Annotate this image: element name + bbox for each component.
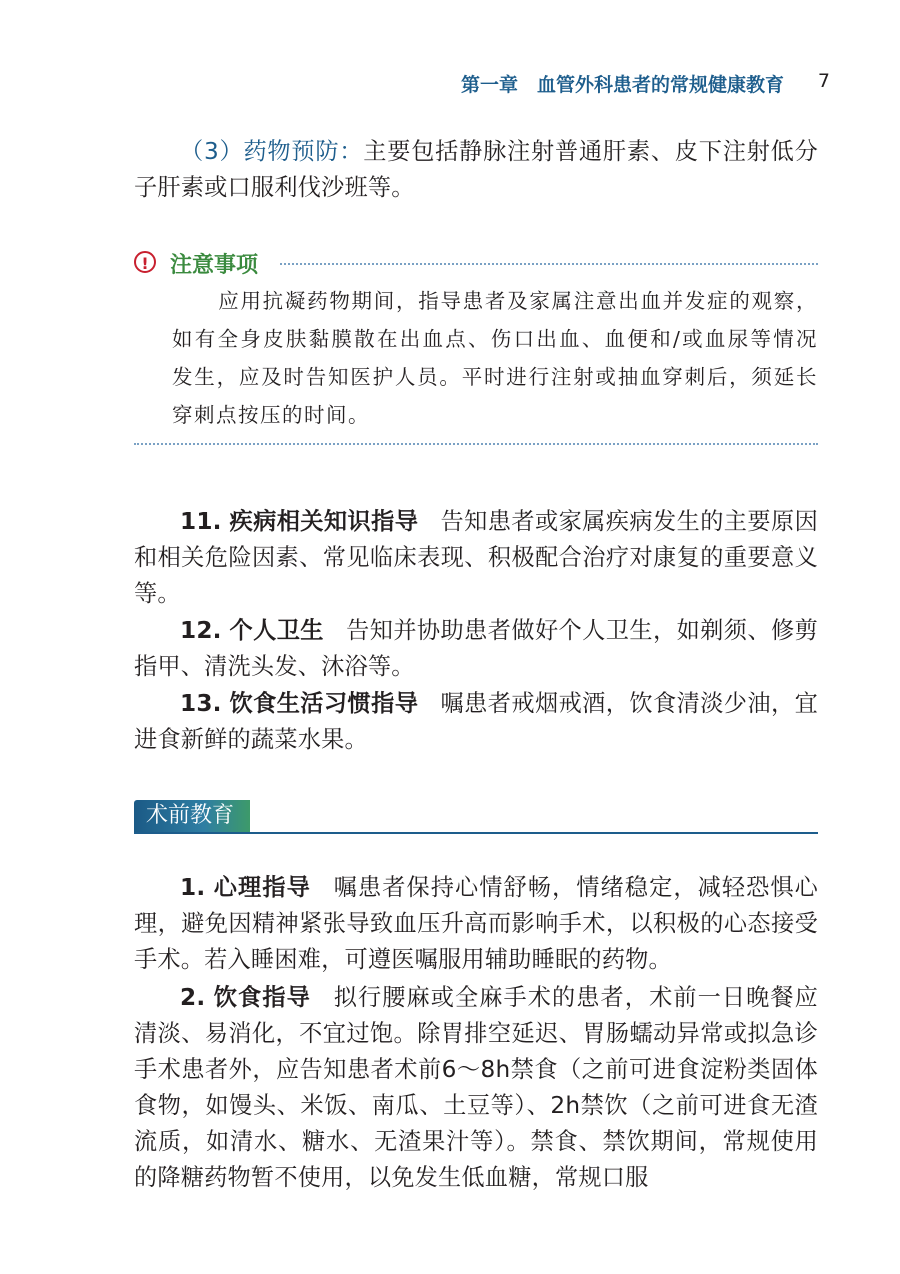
- notice-bottom-dotted-rule: [134, 443, 818, 445]
- item-13-number: 13.: [180, 690, 222, 717]
- notice-top-dotted-rule: [280, 263, 818, 265]
- preop-item-1-number: 1.: [180, 874, 206, 901]
- page-number: 7: [817, 70, 830, 92]
- item-11-number: 11.: [180, 508, 222, 535]
- running-header: [420, 62, 830, 102]
- exclamation-circle-icon: !: [134, 251, 156, 273]
- item-12-text: 告知并协助患者做好个人卫生，如剃须、修剪指甲、清洗头发、沐浴等。: [134, 617, 818, 680]
- item-13-title: 饮食生活习惯指导: [229, 690, 419, 717]
- item-11-title: 疾病相关知识指导: [229, 508, 419, 535]
- drug-prevention-heading: （3）药物预防：: [180, 138, 364, 165]
- item-13-text: 嘱患者戒烟戒酒，饮食清淡少油，宜进食新鲜的蔬菜水果。: [134, 690, 818, 753]
- item-11-text: 告知患者或家属疾病发生的主要原因和相关危险因素、常见临床表现、积极配合治疗对康复的重要意义等。: [134, 508, 818, 607]
- drug-prevention-text: 主要包括静脉注射普通肝素、皮下注射低分子肝素或口服利伐沙班等。: [134, 138, 818, 201]
- preop-section-heading: [134, 800, 818, 834]
- preop-item-2-title: 饮食指导: [213, 984, 311, 1011]
- notice-body-text: 应用抗凝药物期间，指导患者及家属注意出血并发症的观察，如有全身皮肤黏膜散在出血点、伤口出血、血便和/或血尿等情况发生，应及时告知医护人员。平时进行注射或抽血穿刺后，须延长穿刺点按压的时间。: [172, 289, 818, 427]
- preop-item-2-number: 2.: [180, 984, 206, 1011]
- preop-item-2-paragraph: [134, 980, 818, 1196]
- item-13-paragraph: [134, 686, 818, 758]
- preop-item-1-paragraph: [134, 870, 818, 978]
- item-12-paragraph: [134, 613, 818, 685]
- preop-item-1-text: 嘱患者保持心情舒畅，情绪稳定，减轻恐惧心理，避免因精神紧张导致血压升高而影响手术，以积极的心态接受手术。若入睡困难，可遵医嘱服用辅助睡眠的药物。: [134, 874, 819, 973]
- notice-body: [172, 282, 818, 434]
- notice-title: 注意事项: [170, 253, 259, 278]
- section-title: 术前教育: [134, 800, 250, 832]
- chapter-title: 第一章 血管外科患者的常规健康教育: [460, 74, 784, 96]
- preop-item-2-text: 拟行腰麻或全麻手术的患者，术前一日晚餐应清淡、易消化，不宜过饱。除胃排空延迟、胃肠蠕动异常或拟急诊手术患者外，应告知患者术前6～8h禁食（之前可进食淀粉类固体食物，如馒头、米饭、南瓜、土豆等）、2h禁饮（之前可进食无渣流质，如清水、糖水、无渣果汁等）。禁食、禁饮期间，常规使用的降糖药物暂不使用，以免发生低血糖，常规口服: [134, 984, 819, 1191]
- notice-header: [134, 248, 818, 280]
- item-12-title: 个人卫生: [229, 617, 324, 644]
- item-12-number: 12.: [180, 617, 222, 644]
- section-rule: [134, 832, 818, 834]
- preop-item-1-title: 心理指导: [213, 874, 311, 901]
- item-11-paragraph: [134, 504, 818, 612]
- drug-prevention-paragraph: [134, 134, 818, 206]
